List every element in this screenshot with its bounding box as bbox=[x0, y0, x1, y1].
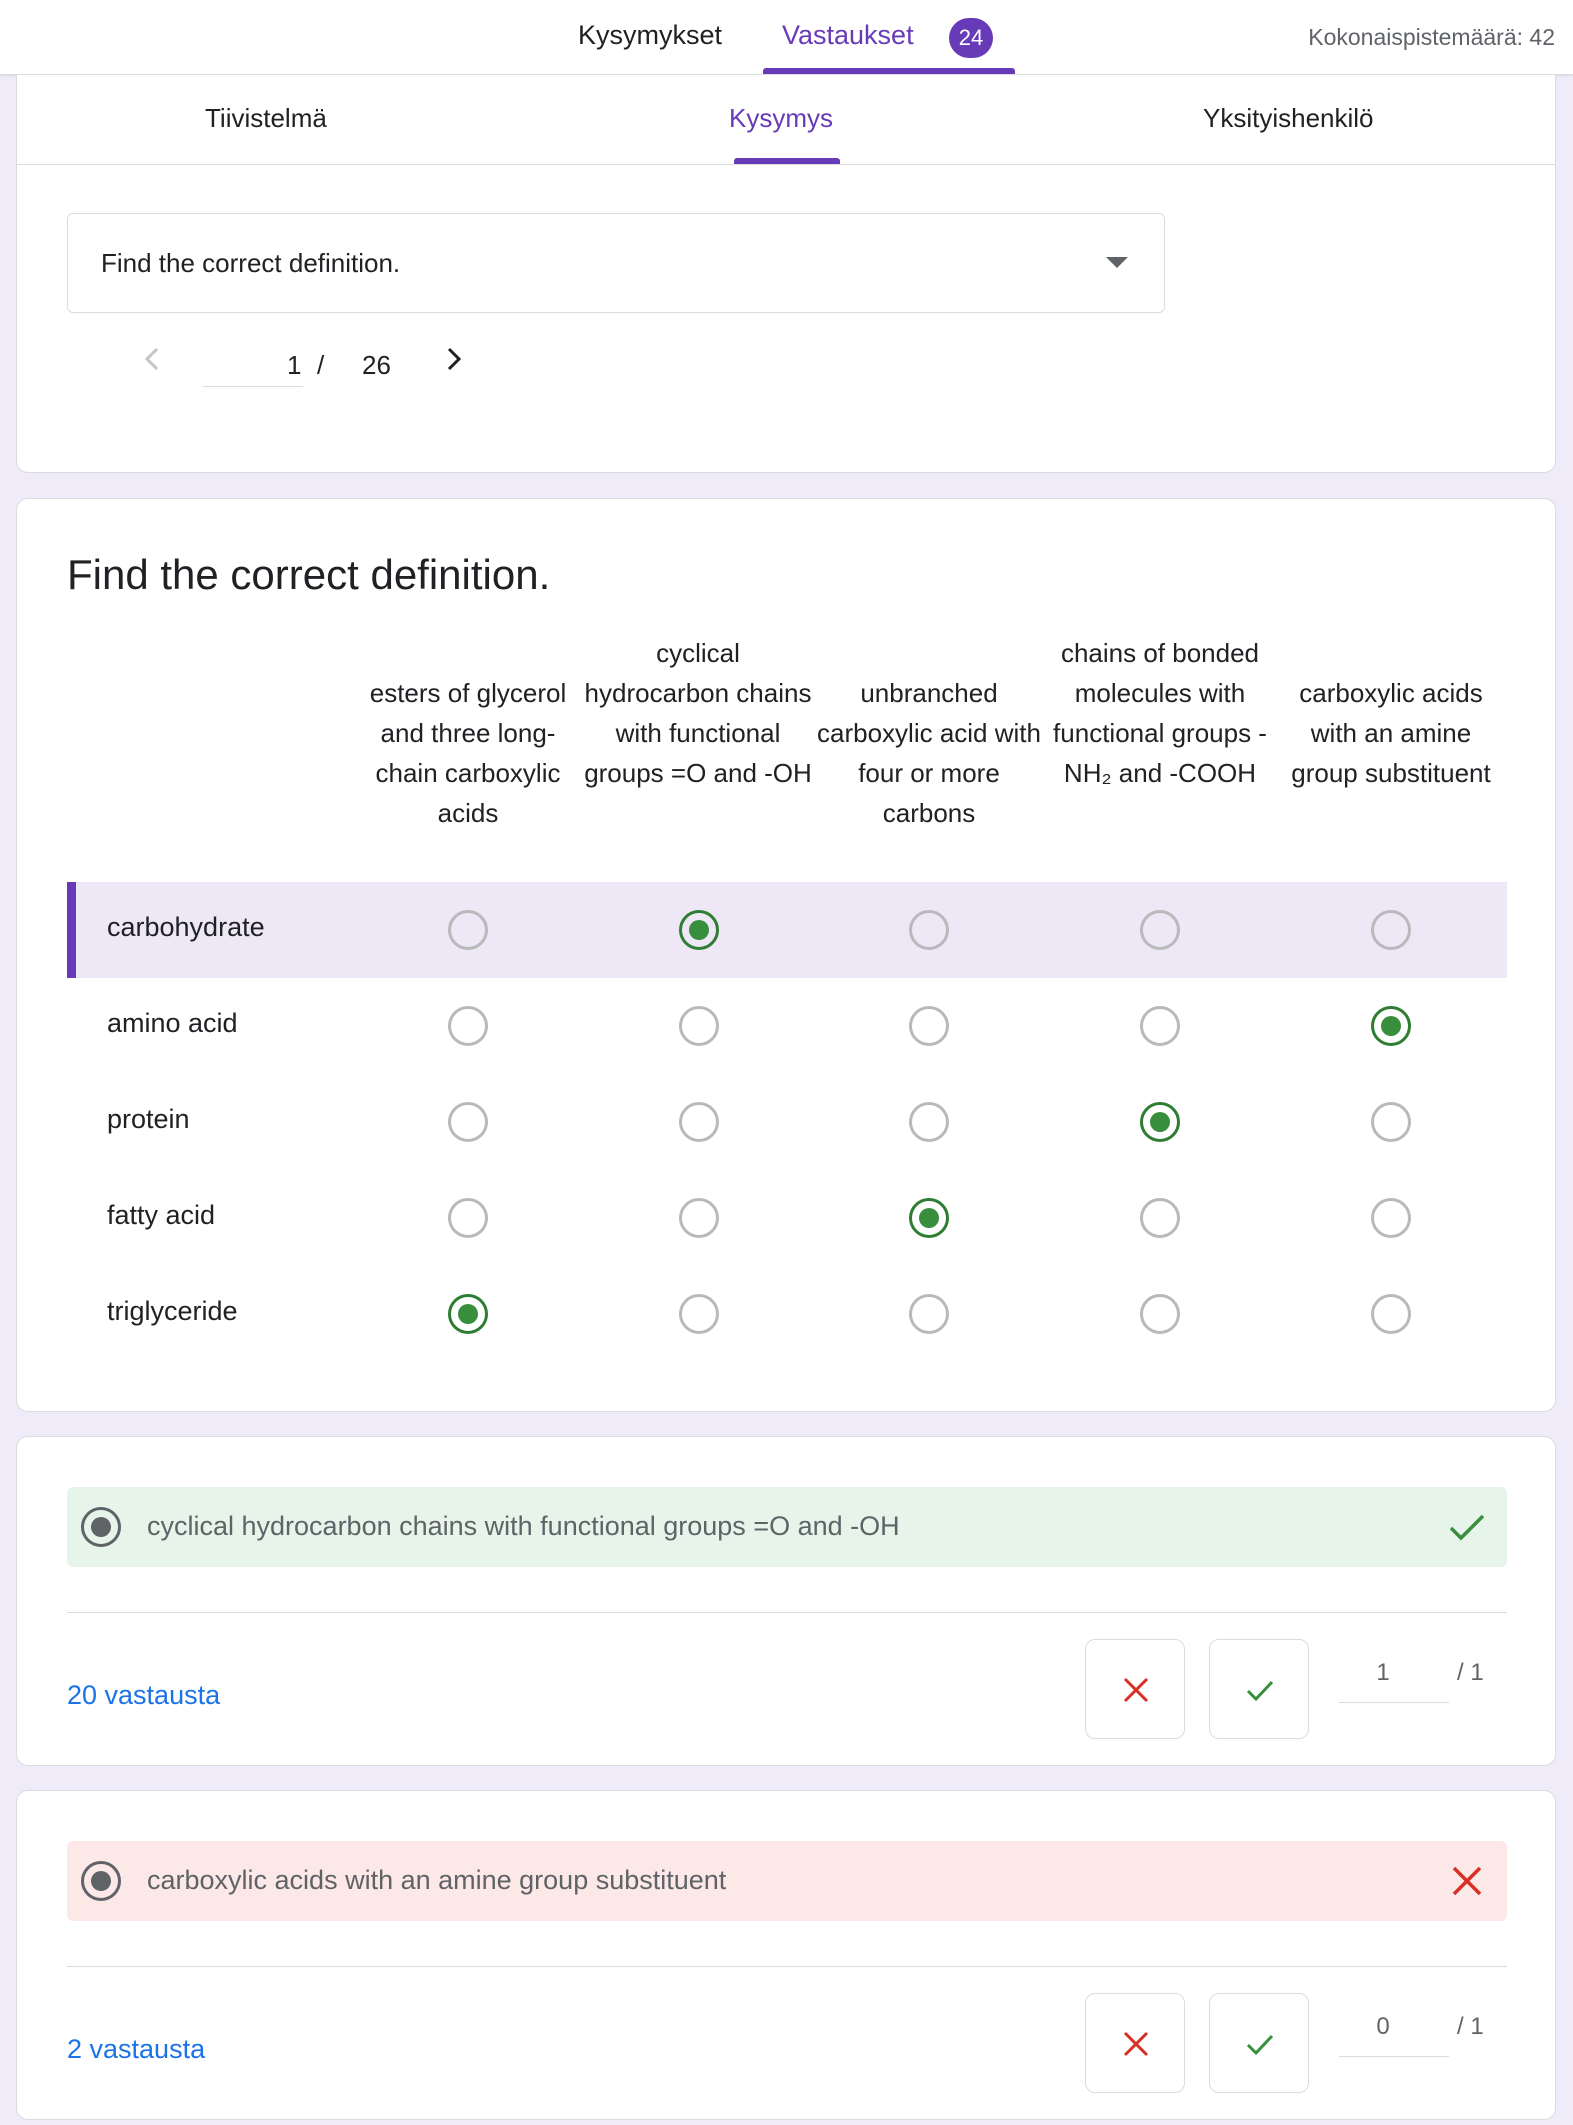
answer-card-correct bbox=[16, 1436, 1556, 1766]
top-nav-bar bbox=[0, 0, 1573, 75]
question-dropdown-value: Find the correct definition. bbox=[101, 248, 401, 278]
grid-row bbox=[67, 1170, 1507, 1266]
question-navigation-card bbox=[16, 75, 1556, 473]
page-total: 26 bbox=[362, 350, 391, 380]
row-label: triglyceride bbox=[107, 1296, 238, 1326]
answer-row bbox=[67, 1487, 1507, 1567]
grid-question-card bbox=[16, 498, 1556, 1412]
check-icon bbox=[1244, 1674, 1276, 1706]
answer-text: cyclical hydrocarbon chains with functional groups =O and -OH bbox=[147, 1511, 900, 1541]
radio-button[interactable] bbox=[1140, 1294, 1180, 1334]
divider bbox=[67, 1612, 1507, 1613]
mark-incorrect-button[interactable] bbox=[1085, 1993, 1185, 2093]
responses-count-badge: 24 bbox=[949, 18, 993, 58]
row-accent bbox=[67, 882, 76, 978]
active-tab-indicator bbox=[763, 68, 1015, 74]
question-pager bbox=[127, 343, 507, 403]
radio-button[interactable] bbox=[679, 1102, 719, 1142]
radio-button[interactable] bbox=[1140, 910, 1180, 950]
check-icon bbox=[1447, 1507, 1487, 1547]
radio-button[interactable] bbox=[448, 1006, 488, 1046]
radio-button[interactable] bbox=[448, 910, 488, 950]
grid-row bbox=[67, 882, 1507, 978]
chevron-right-icon[interactable] bbox=[443, 343, 473, 383]
page-current: 1 bbox=[287, 350, 302, 380]
close-icon bbox=[1120, 1674, 1152, 1706]
mark-correct-button[interactable] bbox=[1209, 1993, 1309, 2093]
radio-button[interactable] bbox=[1371, 1294, 1411, 1334]
radio-button[interactable] bbox=[909, 910, 949, 950]
sub-tabs bbox=[17, 75, 1555, 165]
chevron-left-icon[interactable] bbox=[141, 343, 171, 383]
active-subtab-indicator bbox=[734, 158, 840, 164]
tab-responses[interactable]: Vastaukset bbox=[782, 20, 914, 50]
tab-questions[interactable]: Kysymykset bbox=[578, 20, 723, 50]
radio-button[interactable] bbox=[448, 1198, 488, 1238]
row-label: protein bbox=[107, 1104, 190, 1134]
question-dropdown[interactable] bbox=[67, 213, 1165, 313]
radio-button[interactable] bbox=[1140, 1198, 1180, 1238]
row-label: fatty acid bbox=[107, 1200, 216, 1230]
chevron-down-icon bbox=[1106, 257, 1128, 268]
response-count-link[interactable]: 2 vastausta bbox=[67, 2034, 206, 2064]
column-header-3: unbranched carboxylic acid with four or more carbons bbox=[817, 678, 1041, 828]
column-header-4: chains of bonded molecules with functional groups -NH₂ and -COOH bbox=[1053, 638, 1267, 788]
answer-radio bbox=[81, 1507, 121, 1547]
score-max: / 1 bbox=[1457, 2013, 1484, 2040]
answer-card-incorrect bbox=[16, 1790, 1556, 2120]
tab-individual[interactable]: Yksityishenkilö bbox=[1203, 103, 1374, 133]
radio-button[interactable] bbox=[1371, 1198, 1411, 1238]
radio-button[interactable] bbox=[1371, 910, 1411, 950]
row-label: amino acid bbox=[107, 1008, 238, 1038]
answer-radio bbox=[81, 1861, 121, 1901]
grid-row bbox=[67, 1266, 1507, 1362]
answer-text: carboxylic acids with an amine group substituent bbox=[147, 1865, 727, 1895]
radio-button[interactable] bbox=[448, 1102, 488, 1142]
radio-button[interactable] bbox=[679, 1006, 719, 1046]
score-value: 1 bbox=[1376, 1659, 1390, 1686]
radio-button[interactable] bbox=[1140, 1006, 1180, 1046]
radio-button[interactable] bbox=[909, 1102, 949, 1142]
close-icon bbox=[1120, 2028, 1152, 2060]
radio-button[interactable] bbox=[1371, 1102, 1411, 1142]
close-icon bbox=[1447, 1861, 1487, 1901]
radio-button[interactable] bbox=[448, 1294, 488, 1334]
radio-button[interactable] bbox=[679, 1294, 719, 1334]
radio-button[interactable] bbox=[679, 1198, 719, 1238]
row-label: carbohydrate bbox=[107, 912, 265, 942]
grid-row bbox=[67, 1074, 1507, 1170]
tab-question[interactable]: Kysymys bbox=[729, 103, 833, 133]
column-header-2: cyclical hydrocarbon chains with functional groups =O and -OH bbox=[584, 638, 812, 788]
radio-button[interactable] bbox=[909, 1006, 949, 1046]
column-header-5: carboxylic acids with an amine group substituent bbox=[1291, 678, 1491, 788]
check-icon bbox=[1244, 2028, 1276, 2060]
total-points-label: Kokonaispistemäärä: 42 bbox=[1308, 24, 1555, 50]
radio-button[interactable] bbox=[1140, 1102, 1180, 1142]
tab-summary[interactable]: Tiivistelmä bbox=[205, 103, 327, 133]
column-header-1: esters of glycerol and three long-chain carboxylic acids bbox=[369, 678, 567, 828]
score-value: 0 bbox=[1376, 2013, 1390, 2040]
score-max: / 1 bbox=[1457, 1659, 1484, 1686]
radio-button[interactable] bbox=[909, 1198, 949, 1238]
mark-correct-button[interactable] bbox=[1209, 1639, 1309, 1739]
question-title: Find the correct definition. bbox=[67, 551, 551, 598]
radio-button[interactable] bbox=[1371, 1006, 1411, 1046]
radio-button[interactable] bbox=[909, 1294, 949, 1334]
answer-row bbox=[67, 1841, 1507, 1921]
divider bbox=[67, 1966, 1507, 1967]
radio-button[interactable] bbox=[679, 910, 719, 950]
mark-incorrect-button[interactable] bbox=[1085, 1639, 1185, 1739]
response-count-link[interactable]: 20 vastausta bbox=[67, 1680, 221, 1710]
page-separator: / bbox=[317, 350, 325, 380]
grid-row bbox=[67, 978, 1507, 1074]
